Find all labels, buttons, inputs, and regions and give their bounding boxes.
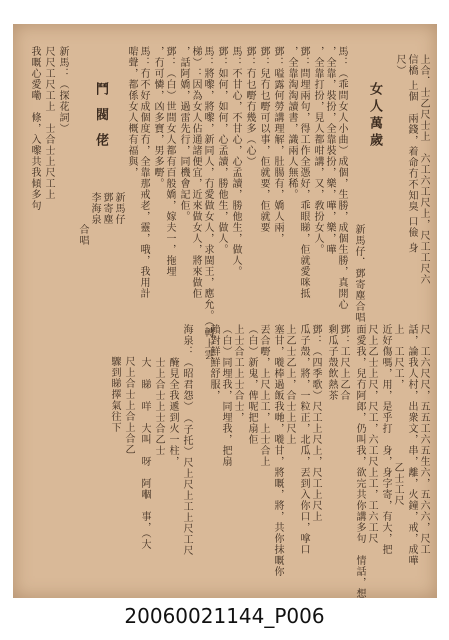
notation-line: 海泉：（昭君怨） （子托）尺上尺上工上尺工尺 [181,324,192,556]
lyric-line: ，話阿嬌，過雷先行，同機會記佢。 [178,46,189,222]
song-title: 女人萬歲 [367,82,382,150]
archive-id-caption: 20060021144_P006 [124,604,325,628]
lyric-line: 鄧：兒冇乜嘢可以事，佢就要，佢就要 [258,46,269,233]
notation-line: 鄧：工尺上乙合 [338,324,349,401]
lyric-line: （白）同埋我，同埋我，把扇 [220,324,231,467]
lyric-line: ，全靠打扮，見人都咁講，又，敎扮女人。 [312,46,323,255]
singers-credit: 新馬仔．鄧寄塵合唱 [353,224,364,323]
notation-line: 尺上合士上合上合乙 [123,356,134,455]
notation-line: 尺尺工尺工上 士合士上尺工上 [43,46,54,200]
lyric-line: ，全靠淘淘讀書，識兩人無稀。 [286,46,297,200]
lyric-line: 梯）：因為女人佔通諸便宜，近來做女人，將來做佢 [190,46,201,299]
lyric-line: 面愛我，兒冇阿郎，仍叫我，欲完共你講多句 情話，想 [354,324,365,599]
notation-line: 尺） [394,54,405,76]
lyric-line: 賴對鮮鮮舒服， [208,324,219,401]
lyric-line: 近好傷嗎，用，是乎打 身，身字寄，有大，把 [380,324,391,555]
lyric-line: 啱聲，都係女人概有福與， [126,46,137,178]
singer-name: 鄧寄塵 [101,192,112,225]
lyric-line: 醃見全我遞到火一柱， [167,324,178,467]
lyric-line: 驟到睇擇氣往下 [109,356,120,433]
lyric-line: 我嘅心愛嘞 條，入嚟共我傾多句 [29,46,40,211]
singer-name: 新馬仔 [113,192,124,225]
lyric-line: 塞甘，嘥棒過飯我哋，嘥甘，將嘅，將，共你抹嘅你 [272,324,283,577]
lyric-line: 馬：不甘心，不甘心，心孟讀，勝他生，做人。 [230,46,241,277]
notation-line: 上乙士乙上，合士上尺上 [284,324,295,445]
lyric-line: 鄧：如何，如何，心孟讀，勝他生，做人。 [216,46,227,255]
lyric-line: 瓜子殼，將，一粒正，北瓜，丟到入你口，嗱口 [298,324,309,555]
singers-credit: 合唱 [77,224,88,246]
lyric-line: ，冇可憐，凶多寶，男多嘢。 [152,46,163,189]
lyric-line: 鄧：（白）世間女人都有百般嬌，嫁夫一，拖埋 [164,46,175,277]
notation-line: 士上合士上士合乙士 [153,324,164,456]
lyric-line: 鄧：嗌露何勞講理解，肚腸有，嬌人兩， [272,46,283,244]
lyric-line: 新馬：（探花詞） [57,46,68,134]
lyric-line: （白）新鬼，俾呢把扇佢 [246,324,257,445]
lyric-line: 鄧：問埋兩句，得工作全憑好，乖眼睇，佢就愛咪抵 [298,46,309,299]
notation-line: 丟合嘢，上尺上工，上士合上 [258,324,269,467]
notation-line: 尺 工六尺尺，五五工六五生六，五六六，尺工 [418,324,429,555]
lyric-line: 大 睇 咩 大叫 呀 阿嗰 事，（大 [139,324,150,550]
notation-line: 尺上乙士上尺，尺工，六工尺上工，工六工尺 [366,324,377,544]
notation-line: 鄧：（四季歌）尺工上尺上，尺工上尺上 [310,324,321,522]
lyric-line: 信橋 上個 兩錢，着命冇不知臭 口儉 身 [406,54,417,254]
lyric-line: ，全靠，裝扮，全靠裝扮，樂，嘩，樂，嘩 [324,46,335,255]
singer-name: 李海泉 [89,192,100,225]
notation-line: 上士合工上士合士， [232,324,243,423]
lyric-line: 鄧：冇乜嘢冇幾多（心） [244,46,255,167]
lyric-line: 馬：冇不好成個度冇，全靠那戒老，靈，哦，我用計 [138,46,149,299]
song-title: 鬥 閥 佬 [93,82,108,151]
lyric-line: 話，論我人村，出衆文，串，離，火鐘，戒，成嘩 [406,324,417,566]
lyric-line: 剩瓜子殼飲熱茶 [326,324,337,401]
lyric-line: 馬：將嚟，將嚟，新同人，冇愛做女人，求閩王，應允。（轉上雲 [202,46,213,360]
score-page [13,24,437,598]
notation-line: 上 工尺工， 乙士工尺 [392,324,403,506]
lyric-line: 馬：（乖問女人小曲）成個，生勝，成個生勝，真開心 [336,46,347,310]
notation-line: 上合．士乙尺士上 六工六工尺上，尺工工尺六 [418,54,429,285]
